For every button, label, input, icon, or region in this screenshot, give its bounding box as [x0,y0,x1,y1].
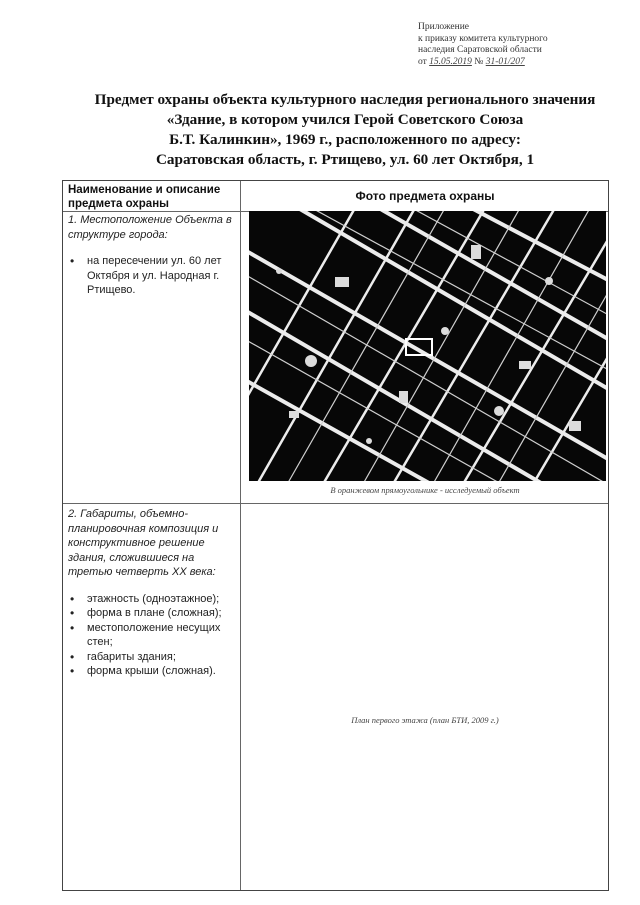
row1-bullets [68,254,236,298]
title-line: Саратовская область, г. Ртищево, ул. 60 лет Октября, 1 [155,151,535,168]
order-date: 15.05.2019 [429,56,472,67]
appendix-date-line [418,57,628,69]
date-prefix: от [418,56,427,67]
aerial-photo [249,211,606,481]
title-line: «Здание, в котором учился Герой Советского Союза [166,111,524,128]
appendix-line: к приказу комитета культурного [418,33,548,44]
column-divider [240,181,241,890]
row2-bullets [68,592,236,679]
header-description: Наименование и описание предмета охраны [68,184,221,210]
row1-heading: 1. Местоположение Объекта в структуре города: [68,214,232,241]
bullet-item: • форма в плане (сложная); [68,606,236,621]
row-divider [63,503,608,504]
row2-heading: 2. Габариты, объемно-планировочная композиция и конструктивное решение здания, сложившиеся на третью четверть XX века: [68,508,219,578]
bullet-item: • местоположение несущих стен; [68,621,236,650]
photo-caption: В оранжевом прямоугольнике - исследуемый объект [330,485,520,495]
number-prefix: № [474,56,484,67]
protection-table [62,180,609,891]
row2-description [68,507,236,679]
floorplan-caption: План первого этажа (план БТИ, 2009 г.) [351,715,499,725]
bullet-item: • на пересечении ул. 60 лет Октября и ул. Народная г. Ртищево. [68,254,236,298]
header-photo: Фото предмета охраны [355,189,495,203]
appendix-line: наследия Саратовской области [418,45,542,55]
row1-description [68,213,236,298]
order-number: 31-01/207 [485,56,525,67]
bullet-item: • габариты здания; [68,650,236,665]
bullet-item: • форма крыши (сложная). [68,664,236,679]
bullet-item: • этажность (одноэтажное); [68,592,236,607]
aerial-photo-image [249,211,606,481]
appendix-line: Приложение [418,22,469,32]
title-line: Предмет охраны объекта культурного наследия регионального значения [94,91,596,108]
document-title [60,90,630,170]
title-line: Б.Т. Калинкин», 1969 г., расположенного по адресу: [169,131,521,148]
appendix-block [418,22,628,68]
